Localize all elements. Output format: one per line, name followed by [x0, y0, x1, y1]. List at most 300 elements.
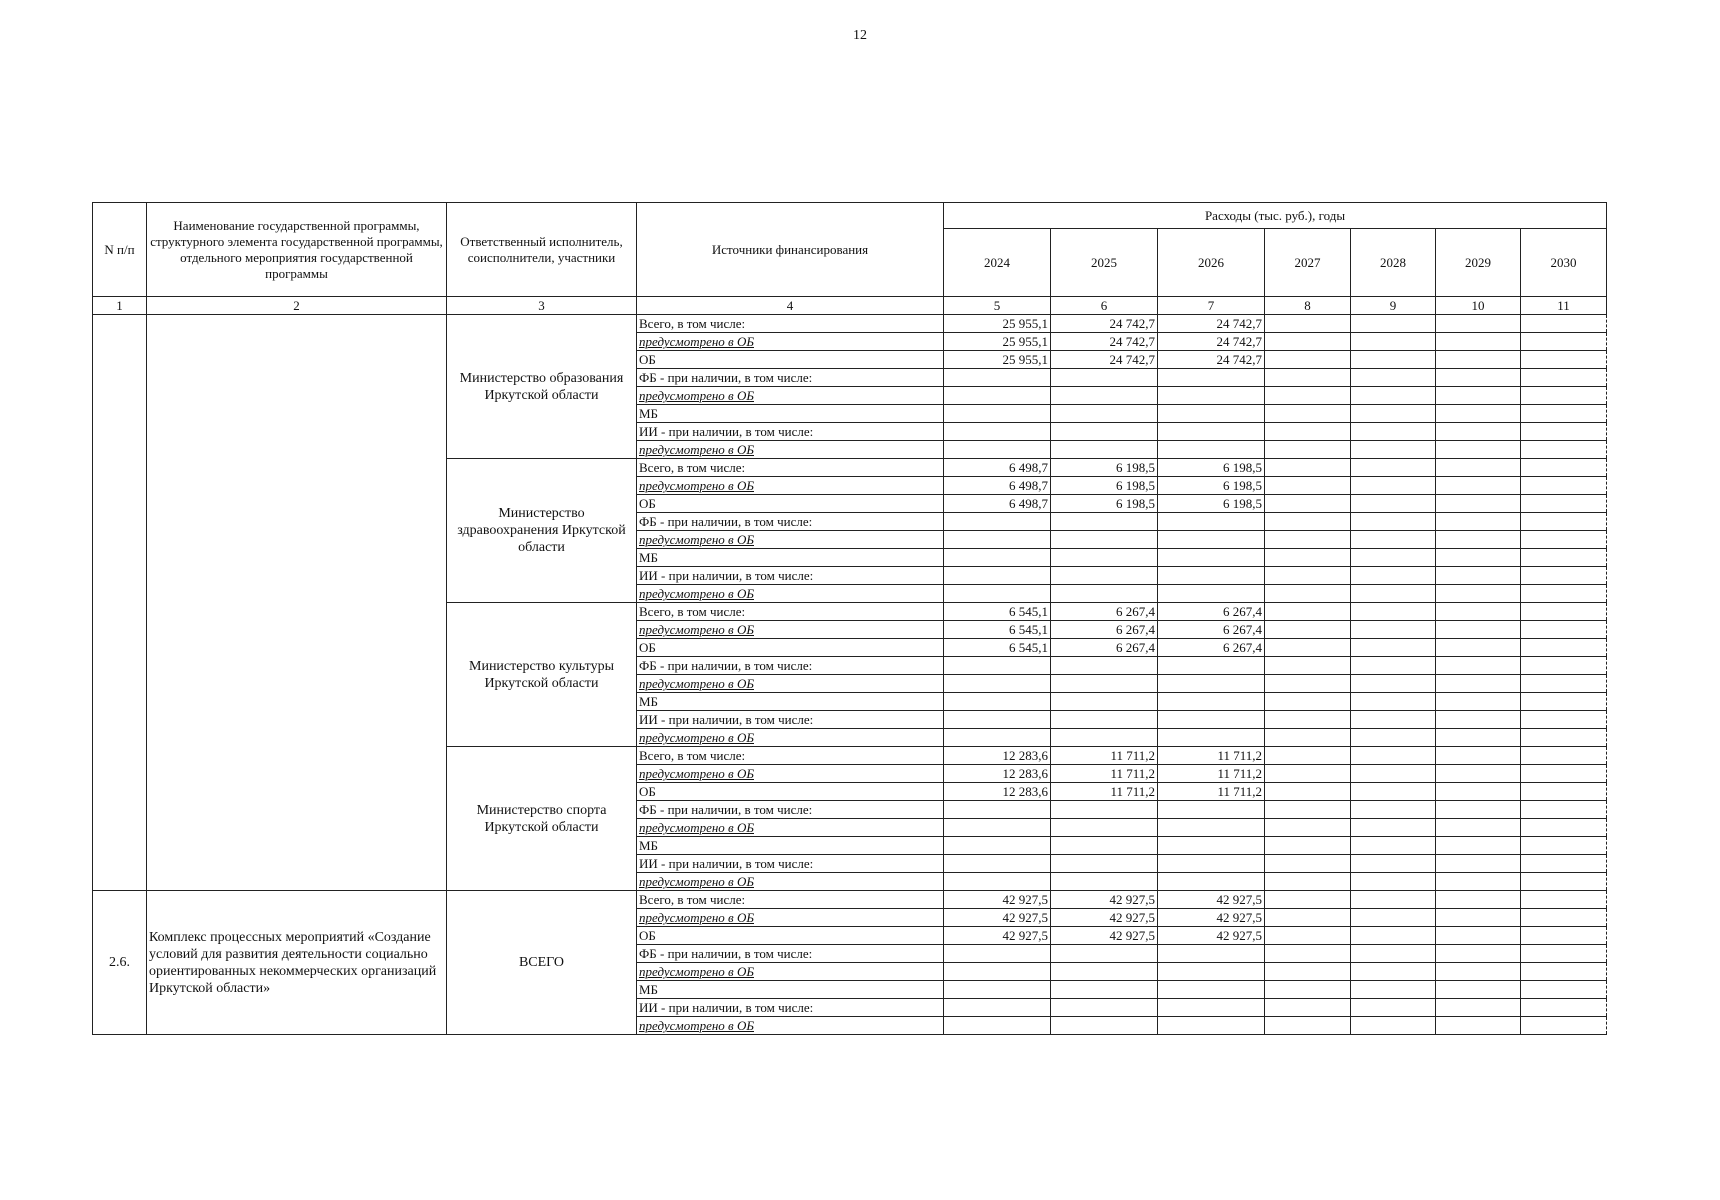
header-year: 2025 [1051, 229, 1158, 297]
empty-cell [1265, 423, 1351, 441]
empty-cell [1521, 999, 1607, 1017]
empty-cell [1051, 873, 1158, 891]
empty-cell [1521, 495, 1607, 513]
empty-cell [1521, 801, 1607, 819]
empty-cell [944, 945, 1051, 963]
empty-cell [1436, 495, 1521, 513]
empty-cell [1051, 711, 1158, 729]
amount-cell: 11 711,2 [1158, 747, 1265, 765]
amount-cell: 6 545,1 [944, 639, 1051, 657]
empty-cell [1265, 909, 1351, 927]
empty-cell [1436, 873, 1521, 891]
empty-cell [1436, 567, 1521, 585]
empty-cell [1051, 837, 1158, 855]
empty-cell [944, 1017, 1051, 1035]
empty-cell [1436, 657, 1521, 675]
empty-cell [1351, 765, 1436, 783]
empty-cell [1521, 675, 1607, 693]
funding-source-cell: предусмотрено в ОБ [637, 531, 944, 549]
npp-cell: 2.6. [93, 891, 147, 1035]
empty-cell [1436, 333, 1521, 351]
budget-table [92, 202, 1607, 1035]
empty-cell [1351, 603, 1436, 621]
empty-cell [1351, 801, 1436, 819]
header-executor: Ответственный исполнитель, соисполнители, участники [447, 203, 637, 297]
empty-cell [944, 387, 1051, 405]
empty-cell [1265, 459, 1351, 477]
amount-cell: 42 927,5 [1158, 891, 1265, 909]
amount-cell: 6 198,5 [1051, 477, 1158, 495]
empty-cell [1351, 909, 1436, 927]
empty-cell [944, 693, 1051, 711]
funding-source-cell: ИИ - при наличии, в том числе: [637, 567, 944, 585]
empty-cell [1521, 567, 1607, 585]
empty-cell [1265, 837, 1351, 855]
empty-cell [1265, 747, 1351, 765]
empty-cell [1158, 585, 1265, 603]
amount-cell: 11 711,2 [1051, 783, 1158, 801]
empty-cell [1158, 999, 1265, 1017]
empty-cell [1051, 513, 1158, 531]
empty-cell [1158, 423, 1265, 441]
funding-source-cell: ФБ - при наличии, в том числе: [637, 369, 944, 387]
empty-cell [1351, 1017, 1436, 1035]
empty-cell [944, 405, 1051, 423]
table-header [93, 203, 1607, 297]
empty-cell [1051, 423, 1158, 441]
amount-cell: 24 742,7 [1051, 351, 1158, 369]
column-number: 6 [1051, 297, 1158, 315]
empty-cell [1051, 945, 1158, 963]
funding-source-cell: ОБ [637, 927, 944, 945]
empty-cell [1436, 999, 1521, 1017]
program-name-cell: Комплекс процессных мероприятий «Создание условий для развития деятельности социально ориентированных некоммерческих организаций Иркутской области» [147, 891, 447, 1035]
empty-cell [1265, 801, 1351, 819]
empty-cell [1158, 441, 1265, 459]
empty-cell [1265, 369, 1351, 387]
empty-cell [944, 549, 1051, 567]
empty-cell [1436, 819, 1521, 837]
empty-cell [1051, 819, 1158, 837]
table-row [93, 315, 1607, 333]
amount-cell: 6 198,5 [1158, 495, 1265, 513]
funding-source-cell: МБ [637, 549, 944, 567]
empty-cell [1521, 459, 1607, 477]
header-year: 2030 [1521, 229, 1607, 297]
empty-cell [1265, 675, 1351, 693]
empty-cell [1436, 837, 1521, 855]
funding-source-cell: ИИ - при наличии, в том числе: [637, 855, 944, 873]
column-number: 8 [1265, 297, 1351, 315]
amount-cell: 24 742,7 [1158, 315, 1265, 333]
funding-source-cell: предусмотрено в ОБ [637, 477, 944, 495]
empty-cell [1436, 963, 1521, 981]
amount-cell: 11 711,2 [1158, 765, 1265, 783]
empty-cell [1265, 891, 1351, 909]
empty-cell [1436, 747, 1521, 765]
column-numbers-row [93, 297, 1607, 315]
empty-cell [1265, 441, 1351, 459]
empty-cell [1265, 639, 1351, 657]
funding-source-cell: ФБ - при наличии, в том числе: [637, 513, 944, 531]
empty-cell [1521, 549, 1607, 567]
empty-cell [1436, 513, 1521, 531]
empty-cell [1351, 459, 1436, 477]
empty-cell [1351, 729, 1436, 747]
empty-cell [1521, 387, 1607, 405]
empty-cell [1265, 1017, 1351, 1035]
funding-source-cell: ОБ [637, 495, 944, 513]
amount-cell: 6 498,7 [944, 477, 1051, 495]
amount-cell: 42 927,5 [944, 909, 1051, 927]
empty-cell [1265, 315, 1351, 333]
empty-cell [1351, 315, 1436, 333]
empty-cell [1436, 585, 1521, 603]
empty-cell [1158, 1017, 1265, 1035]
empty-cell [944, 441, 1051, 459]
funding-source-cell: предусмотрено в ОБ [637, 729, 944, 747]
amount-cell: 6 267,4 [1051, 603, 1158, 621]
empty-cell [1265, 387, 1351, 405]
amount-cell: 42 927,5 [1051, 927, 1158, 945]
funding-source-cell: предусмотрено в ОБ [637, 621, 944, 639]
empty-cell [944, 729, 1051, 747]
empty-cell [1265, 693, 1351, 711]
empty-cell [1436, 711, 1521, 729]
empty-cell [1351, 423, 1436, 441]
empty-cell [1351, 531, 1436, 549]
empty-cell [1436, 765, 1521, 783]
header-year: 2028 [1351, 229, 1436, 297]
empty-cell [1351, 567, 1436, 585]
amount-cell: 24 742,7 [1158, 351, 1265, 369]
empty-cell [1265, 873, 1351, 891]
amount-cell: 6 198,5 [1051, 459, 1158, 477]
empty-cell [1265, 945, 1351, 963]
amount-cell: 25 955,1 [944, 333, 1051, 351]
empty-cell [1158, 729, 1265, 747]
empty-cell [1436, 855, 1521, 873]
empty-cell [1521, 981, 1607, 999]
header-year: 2026 [1158, 229, 1265, 297]
empty-cell [1436, 783, 1521, 801]
funding-source-cell: ИИ - при наличии, в том числе: [637, 711, 944, 729]
amount-cell: 6 267,4 [1158, 603, 1265, 621]
empty-cell [1521, 423, 1607, 441]
empty-cell [1158, 873, 1265, 891]
amount-cell: 42 927,5 [944, 891, 1051, 909]
empty-cell [1265, 333, 1351, 351]
empty-cell [1351, 945, 1436, 963]
empty-cell [944, 837, 1051, 855]
empty-cell [944, 963, 1051, 981]
amount-cell: 25 955,1 [944, 351, 1051, 369]
empty-cell [944, 423, 1051, 441]
program-name-cell [147, 315, 447, 891]
header-expenses: Расходы (тыс. руб.), годы [944, 203, 1607, 229]
amount-cell: 6 545,1 [944, 603, 1051, 621]
amount-cell: 6 198,5 [1158, 459, 1265, 477]
funding-source-cell: МБ [637, 837, 944, 855]
funding-source-cell: предусмотрено в ОБ [637, 1017, 944, 1035]
empty-cell [1351, 747, 1436, 765]
empty-cell [944, 999, 1051, 1017]
executor-cell: Министерство культуры Иркутской области [447, 603, 637, 747]
empty-cell [1051, 531, 1158, 549]
empty-cell [1265, 963, 1351, 981]
empty-cell [1351, 369, 1436, 387]
empty-cell [1351, 621, 1436, 639]
funding-source-cell: ИИ - при наличии, в том числе: [637, 423, 944, 441]
empty-cell [944, 531, 1051, 549]
empty-cell [1521, 783, 1607, 801]
empty-cell [1351, 837, 1436, 855]
empty-cell [1158, 675, 1265, 693]
column-number: 3 [447, 297, 637, 315]
funding-source-cell: Всего, в том числе: [637, 603, 944, 621]
empty-cell [1436, 351, 1521, 369]
empty-cell [944, 585, 1051, 603]
empty-cell [1521, 765, 1607, 783]
empty-cell [1521, 747, 1607, 765]
empty-cell [1158, 369, 1265, 387]
empty-cell [1521, 819, 1607, 837]
empty-cell [1351, 981, 1436, 999]
empty-cell [1265, 513, 1351, 531]
empty-cell [1521, 945, 1607, 963]
funding-source-cell: предусмотрено в ОБ [637, 333, 944, 351]
table-row [93, 891, 1607, 909]
amount-cell: 11 711,2 [1158, 783, 1265, 801]
empty-cell [944, 675, 1051, 693]
empty-cell [1158, 801, 1265, 819]
executor-cell: Министерство здравоохранения Иркутской области [447, 459, 637, 603]
empty-cell [1265, 765, 1351, 783]
empty-cell [1351, 639, 1436, 657]
empty-cell [1158, 513, 1265, 531]
funding-source-cell: МБ [637, 693, 944, 711]
empty-cell [1521, 657, 1607, 675]
empty-cell [1351, 441, 1436, 459]
header-year: 2029 [1436, 229, 1521, 297]
empty-cell [1158, 549, 1265, 567]
column-number: 1 [93, 297, 147, 315]
empty-cell [1521, 441, 1607, 459]
empty-cell [1351, 675, 1436, 693]
amount-cell: 24 742,7 [1051, 333, 1158, 351]
funding-source-cell: ОБ [637, 351, 944, 369]
empty-cell [1351, 927, 1436, 945]
empty-cell [944, 657, 1051, 675]
page-number: 12 [853, 28, 867, 43]
empty-cell [1265, 657, 1351, 675]
amount-cell: 6 267,4 [1051, 639, 1158, 657]
empty-cell [1521, 585, 1607, 603]
funding-source-cell: Всего, в том числе: [637, 747, 944, 765]
empty-cell [1051, 387, 1158, 405]
empty-cell [944, 369, 1051, 387]
empty-cell [1051, 441, 1158, 459]
funding-source-cell: предусмотрено в ОБ [637, 909, 944, 927]
funding-source-cell: Всего, в том числе: [637, 891, 944, 909]
empty-cell [1521, 405, 1607, 423]
empty-cell [1436, 603, 1521, 621]
empty-cell [1351, 351, 1436, 369]
empty-cell [1351, 585, 1436, 603]
empty-cell [1265, 819, 1351, 837]
empty-cell [1051, 369, 1158, 387]
empty-cell [1521, 909, 1607, 927]
header-name: Наименование государственной программы, структурного элемента государственной программы, отдельного мероприятия государственной программы [147, 203, 447, 297]
empty-cell [944, 981, 1051, 999]
amount-cell: 6 267,4 [1158, 639, 1265, 657]
funding-source-cell: МБ [637, 405, 944, 423]
empty-cell [1436, 981, 1521, 999]
amount-cell: 6 545,1 [944, 621, 1051, 639]
funding-source-cell: предусмотрено в ОБ [637, 441, 944, 459]
amount-cell: 12 283,6 [944, 765, 1051, 783]
empty-cell [1436, 531, 1521, 549]
empty-cell [1436, 369, 1521, 387]
empty-cell [1265, 477, 1351, 495]
empty-cell [1351, 387, 1436, 405]
column-number: 10 [1436, 297, 1521, 315]
header-source: Источники финансирования [637, 203, 944, 297]
empty-cell [1051, 693, 1158, 711]
column-number: 5 [944, 297, 1051, 315]
amount-cell: 6 198,5 [1158, 477, 1265, 495]
funding-source-cell: предусмотрено в ОБ [637, 873, 944, 891]
funding-source-cell: МБ [637, 981, 944, 999]
empty-cell [1436, 477, 1521, 495]
empty-cell [1351, 783, 1436, 801]
empty-cell [1436, 441, 1521, 459]
amount-cell: 6 267,4 [1051, 621, 1158, 639]
empty-cell [1436, 423, 1521, 441]
funding-source-cell: ИИ - при наличии, в том числе: [637, 999, 944, 1017]
funding-source-cell: предусмотрено в ОБ [637, 819, 944, 837]
empty-cell [1051, 549, 1158, 567]
funding-source-cell: Всего, в том числе: [637, 315, 944, 333]
funding-source-cell: ОБ [637, 783, 944, 801]
empty-cell [1436, 387, 1521, 405]
amount-cell: 42 927,5 [1158, 927, 1265, 945]
funding-source-cell: предусмотрено в ОБ [637, 675, 944, 693]
empty-cell [1265, 567, 1351, 585]
amount-cell: 6 498,7 [944, 495, 1051, 513]
empty-cell [1521, 315, 1607, 333]
empty-cell [1351, 999, 1436, 1017]
empty-cell [1436, 909, 1521, 927]
empty-cell [1521, 837, 1607, 855]
empty-cell [1265, 729, 1351, 747]
column-number: 4 [637, 297, 944, 315]
empty-cell [1521, 369, 1607, 387]
empty-cell [1436, 801, 1521, 819]
amount-cell: 6 198,5 [1051, 495, 1158, 513]
budget-table-wrapper [92, 202, 1606, 1035]
empty-cell [1351, 693, 1436, 711]
funding-source-cell: предусмотрено в ОБ [637, 585, 944, 603]
empty-cell [1351, 477, 1436, 495]
amount-cell: 11 711,2 [1051, 747, 1158, 765]
empty-cell [1158, 405, 1265, 423]
npp-cell [93, 315, 147, 891]
empty-cell [1436, 315, 1521, 333]
empty-cell [1436, 675, 1521, 693]
empty-cell [1051, 675, 1158, 693]
empty-cell [1051, 729, 1158, 747]
empty-cell [1521, 477, 1607, 495]
empty-cell [1521, 855, 1607, 873]
column-number: 9 [1351, 297, 1436, 315]
amount-cell: 6 267,4 [1158, 621, 1265, 639]
empty-cell [1051, 1017, 1158, 1035]
empty-cell [1265, 999, 1351, 1017]
empty-cell [1521, 963, 1607, 981]
executor-cell: Министерство спорта Иркутской области [447, 747, 637, 891]
funding-source-cell: ОБ [637, 639, 944, 657]
empty-cell [1436, 405, 1521, 423]
empty-cell [1521, 711, 1607, 729]
empty-cell [1521, 333, 1607, 351]
empty-cell [1158, 819, 1265, 837]
empty-cell [1436, 693, 1521, 711]
column-number: 2 [147, 297, 447, 315]
empty-cell [1265, 981, 1351, 999]
empty-cell [1436, 1017, 1521, 1035]
amount-cell: 24 742,7 [1051, 315, 1158, 333]
empty-cell [1351, 963, 1436, 981]
executor-cell: Министерство образования Иркутской области [447, 315, 637, 459]
empty-cell [1521, 873, 1607, 891]
empty-cell [1051, 585, 1158, 603]
empty-cell [944, 801, 1051, 819]
empty-cell [1351, 657, 1436, 675]
header-year: 2027 [1265, 229, 1351, 297]
empty-cell [944, 819, 1051, 837]
empty-cell [1521, 1017, 1607, 1035]
empty-cell [1351, 819, 1436, 837]
empty-cell [1158, 945, 1265, 963]
empty-cell [1158, 387, 1265, 405]
empty-cell [1265, 927, 1351, 945]
header-npp: N п/п [93, 203, 147, 297]
column-number: 7 [1158, 297, 1265, 315]
empty-cell [1158, 963, 1265, 981]
empty-cell [1521, 621, 1607, 639]
empty-cell [1436, 891, 1521, 909]
empty-cell [1265, 711, 1351, 729]
empty-cell [1436, 729, 1521, 747]
empty-cell [1051, 801, 1158, 819]
amount-cell: 6 498,7 [944, 459, 1051, 477]
amount-cell: 42 927,5 [1051, 909, 1158, 927]
empty-cell [1051, 405, 1158, 423]
empty-cell [1521, 891, 1607, 909]
amount-cell: 11 711,2 [1051, 765, 1158, 783]
empty-cell [1436, 621, 1521, 639]
amount-cell: 42 927,5 [1158, 909, 1265, 927]
empty-cell [1051, 999, 1158, 1017]
empty-cell [1265, 603, 1351, 621]
empty-cell [1521, 693, 1607, 711]
funding-source-cell: предусмотрено в ОБ [637, 963, 944, 981]
empty-cell [1265, 621, 1351, 639]
amount-cell: 12 283,6 [944, 783, 1051, 801]
empty-cell [1158, 837, 1265, 855]
empty-cell [944, 513, 1051, 531]
